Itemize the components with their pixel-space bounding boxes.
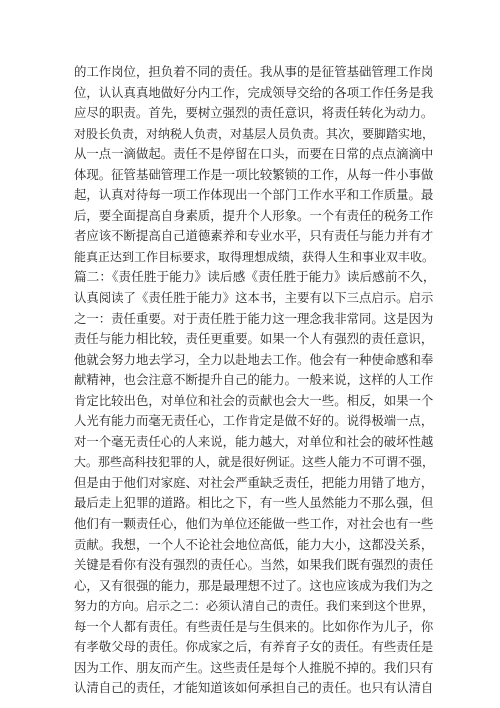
text-line: 应尽的职责。首先，要树立强烈的责任意识，将责任转化为动力。 [74,105,434,121]
text-line: 但是由于他们对家庭、对社会严重缺乏责任，把能力用错了地方， [74,474,434,490]
text-line: 位，认认真真地做好分内工作，完成领导交给的各项工作任务是我 [74,84,434,100]
text-line: 之一：责任重要。对于责任胜于能力这一理念我非常同。这是因为 [74,310,434,326]
text-line: 后，要全面提高自身素质，提升个人形象。一个有责任的税务工作 [74,207,434,223]
text-line: 肯定比较出色，对单位和社会的贡献也会大一些。相反，如果一个 [74,392,434,408]
text-line: 关键是看你有没有强烈的责任心。当然，如果我们既有强烈的责任 [74,557,434,573]
text-line: 认清自己的责任，才能知道该如何承担自己的责任。也只有认清自 [74,680,434,696]
text-line: 他们有一颗责任心，他们为单位还能做一些工作，对社会也有一些 [74,516,434,532]
text-line: 大。那些高科技犯罪的人，就是很好例证。这些人能力不可谓不强， [74,455,435,470]
text-line: 篇二：《责任胜于能力》读后感《责任胜于能力》读后感前不久， [74,269,436,285]
text-line: 努力的方向。启示之二：必须认清自己的责任。我们来到这个世界， [74,599,435,614]
text-line: 心，又有很强的能力，那是最理想不过了。这也应该成为我们为之 [74,577,434,593]
text-line: 认真阅读了《责任胜于能力》这本书，主要有以下三点启示。启示 [74,290,434,306]
text-line: 他就会努力地去学习，全力以赴地去工作。他会有一种使命感和奉 [74,351,434,367]
text-line: 最后走上犯罪的道路。相比之下，有一些人虽然能力不那么强，但 [74,495,434,511]
text-line: 能真正达到工作目标要求，取得理想成绩，获得人生和事业双丰收。 [74,249,435,264]
text-line: 对一个毫无责任心的人来说，能力越大，对单位和社会的破坏性越 [74,433,434,449]
text-line: 有孝敬父母的责任。你成家之后，有养育子女的责任。有些责任是 [74,639,434,655]
text-line: 者应该不断提高自己道德素养和专业水平，只有责任与能力并有才 [74,228,434,244]
body-text [74,62,436,699]
text-line: 起，认真对待每一项工作体现出一个部门工作水平和工作质量。最 [74,187,434,203]
text-line: 人光有能力而毫无责任心，工作肯定是做不好的。说得极端一点， [74,413,434,429]
text-line: 对股长负责，对纳税人负责，对基层人员负责。其次，要脚踏实地， [74,126,435,141]
text-line: 每一个人都有责任。有些责任是与生俱来的。比如你作为儿子，你 [74,618,434,634]
text-line: 责任与能力相比较，责任更重要。如果一个人有强烈的责任意识， [74,331,434,347]
text-line: 献精神，也会注意不断提升自己的能力。一般来说，这样的人工作 [74,372,434,388]
text-line: 因为工作、朋友而产生。这些责任是每个人推脱不掉的。我们只有 [74,659,434,675]
text-line: 贡献。我想，一个人不论社会地位高低，能力大小，这都没关系， [74,536,434,552]
text-line: 从一点一滴做起。责任不是停留在口头，而要在日常的点点滴滴中 [74,146,434,162]
text-line: 的工作岗位，担负着不同的责任。我从事的是征管基础管理工作岗 [74,64,434,79]
text-line: 体现。征管基础管理工作是一项比较繁锁的工作，从每一件小事做 [74,166,434,182]
